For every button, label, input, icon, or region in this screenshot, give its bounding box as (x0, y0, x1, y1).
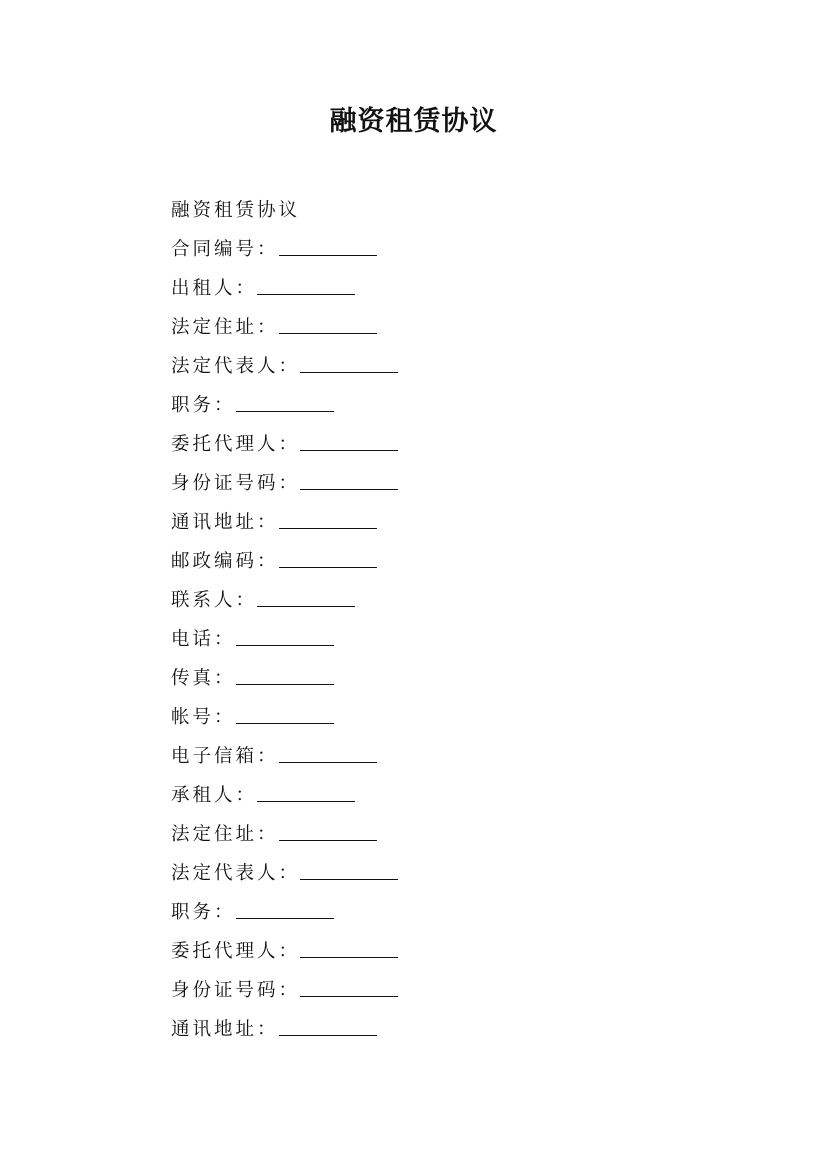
line-label: 传真： (171, 668, 236, 689)
line-label: 委托代理人： (171, 941, 301, 962)
fill-in-blank (300, 995, 398, 997)
line-label: 通讯地址： (171, 512, 279, 533)
form-line (171, 269, 771, 308)
fill-in-blank (257, 605, 355, 607)
line-label: 法定代表人： (171, 356, 301, 377)
fill-in-blank (300, 449, 398, 451)
line-label: 法定住址： (171, 824, 279, 845)
fill-in-blank (236, 917, 334, 919)
line-label: 联系人： (171, 590, 258, 611)
line-label: 承租人： (171, 785, 258, 806)
line-label: 法定代表人： (171, 863, 301, 884)
fill-in-blank (300, 371, 398, 373)
fill-in-blank (279, 566, 377, 568)
form-line (171, 1010, 771, 1049)
fill-in-blank (279, 527, 377, 529)
line-label: 职务： (171, 902, 236, 923)
fill-in-blank (279, 1034, 377, 1036)
fill-in-blank (279, 254, 377, 256)
form-line (171, 698, 771, 737)
fill-in-blank (300, 956, 398, 958)
line-label: 法定住址： (171, 317, 279, 338)
line-label: 委托代理人： (171, 434, 301, 455)
form-line (171, 542, 771, 581)
form-line (171, 620, 771, 659)
line-label: 帐号： (171, 707, 236, 728)
fill-in-blank (279, 332, 377, 334)
form-line (171, 191, 771, 230)
form-line (171, 386, 771, 425)
line-label: 出租人： (171, 278, 258, 299)
form-line (171, 971, 771, 1010)
form-line (171, 815, 771, 854)
form-line (171, 308, 771, 347)
fill-in-blank (257, 800, 355, 802)
fill-in-blank (279, 761, 377, 763)
fill-in-blank (300, 488, 398, 490)
line-label: 电子信箱： (171, 746, 279, 767)
line-label: 通讯地址： (171, 1019, 279, 1040)
line-label: 职务： (171, 395, 236, 416)
line-label: 身份证号码： (171, 980, 301, 1001)
fill-in-blank (236, 683, 334, 685)
line-label: 身份证号码： (171, 473, 301, 494)
form-line (171, 581, 771, 620)
line-label: 融资租赁协议 (171, 200, 301, 221)
line-label: 合同编号： (171, 239, 279, 260)
fill-in-blank (236, 644, 334, 646)
form-line (171, 893, 771, 932)
line-label: 电话： (171, 629, 236, 650)
fill-in-blank (300, 878, 398, 880)
form-line (171, 854, 771, 893)
fill-in-blank (236, 722, 334, 724)
form-line (171, 425, 771, 464)
form-line (171, 347, 771, 386)
line-label: 邮政编码： (171, 551, 279, 572)
fill-in-blank (257, 293, 355, 295)
form-line (171, 230, 771, 269)
fill-in-blank (279, 839, 377, 841)
form-lines (171, 191, 771, 1049)
document-title: 融资租赁协议 (329, 106, 498, 137)
form-line (171, 737, 771, 776)
form-line (171, 776, 771, 815)
form-line (171, 659, 771, 698)
fill-in-blank (236, 410, 334, 412)
form-line (171, 503, 771, 542)
form-line (171, 932, 771, 971)
form-line (171, 464, 771, 503)
